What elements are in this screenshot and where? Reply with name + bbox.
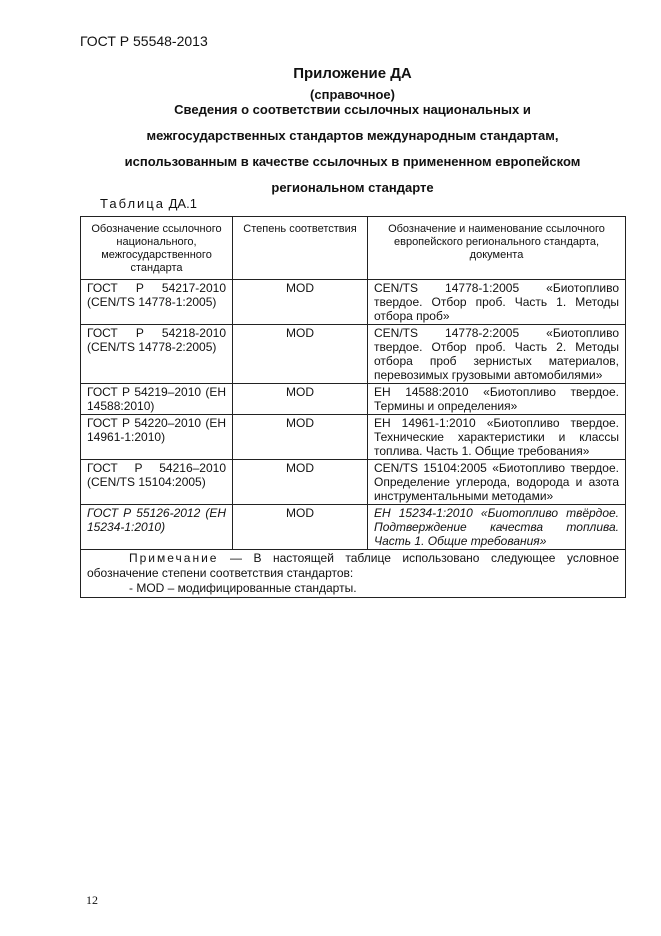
row-code: ГОСТ Р 54217-2010 (CEN/TS 14778-1:2005) — [81, 280, 233, 325]
row-code: ГОСТ Р 54219–2010 (ЕН 14588:2010) — [81, 384, 233, 415]
row-document: ЕН 14961-1:2010 «Биотопливо твердое. Технические характеристики и классы топлива. Часть 1. Общие требования» — [368, 415, 626, 460]
table-row — [81, 280, 626, 325]
row-degree: MOD — [233, 280, 368, 325]
note-label: Примечание — [129, 551, 219, 565]
table-note-row — [81, 550, 626, 598]
row-document: CEN/TS 15104:2005 «Биотопливо твердое. Определение углерода, водорода и азота инструментальными методами» — [368, 460, 626, 505]
correspondence-table — [80, 216, 626, 598]
table-row — [81, 505, 626, 550]
heading-line: Сведения о соответствии ссылочных национальных и — [174, 102, 531, 117]
header-european-standard: Обозначение и наименование ссылочного европейского регионального стандарта, документа — [368, 217, 626, 280]
appendix-subtitle: (справочное) — [310, 87, 395, 102]
heading-line: межгосударственных стандартов международным стандартам, — [146, 128, 559, 143]
document-code: ГОСТ Р 55548-2013 — [80, 33, 208, 49]
header-national-standard: Обозначение ссылочного национального, межгосударственного стандарта — [81, 217, 233, 280]
row-code: ГОСТ Р 55126-2012 (ЕН 15234-1:2010) — [81, 505, 233, 550]
appendix-heading — [80, 97, 625, 201]
row-degree: MOD — [233, 384, 368, 415]
note-paragraph — [87, 551, 619, 581]
row-document: CEN/TS 14778-1:2005 «Биотопливо твердое. Отбор проб. Часть 1. Методы отбора проб» — [368, 280, 626, 325]
row-document: ЕН 14588:2010 «Биотопливо твердое. Термины и определения» — [368, 384, 626, 415]
header-degree: Степень соответствия — [233, 217, 368, 280]
table-note — [81, 550, 626, 598]
row-degree: MOD — [233, 460, 368, 505]
row-degree: MOD — [233, 505, 368, 550]
row-document: ЕН 15234-1:2010 «Биотопливо твёрдое. Подтверждение качества топлива. Часть 1. Общие требования» — [368, 505, 626, 550]
heading-line: использованным в качестве ссылочных в примененном европейском — [124, 154, 581, 169]
table-label-number: ДА.1 — [168, 196, 197, 211]
table-label-prefix: Таблица — [100, 196, 165, 211]
row-code: ГОСТ Р 54220–2010 (ЕН 14961-1:2010) — [81, 415, 233, 460]
appendix-title: Приложение ДА — [293, 65, 412, 82]
table-label — [100, 196, 197, 211]
heading-line: региональном стандарте — [271, 180, 434, 195]
row-document: CEN/TS 14778-2:2005 «Биотопливо твердое. Отбор проб. Часть 2. Методы отбора проб зернистых материалов, перевозимых грузовыми автомобилями» — [368, 325, 626, 384]
table-row — [81, 460, 626, 505]
row-degree: MOD — [233, 415, 368, 460]
table-row — [81, 325, 626, 384]
page-number: 12 — [86, 893, 98, 907]
row-code: ГОСТ Р 54216–2010 (CEN/TS 15104:2005) — [81, 460, 233, 505]
row-degree: MOD — [233, 325, 368, 384]
row-code: ГОСТ Р 54218-2010 (CEN/TS 14778-2:2005) — [81, 325, 233, 384]
table-row — [81, 415, 626, 460]
table-row — [81, 384, 626, 415]
note-text: — В настоящей таблице использовано следующее условное обозначение степени соответствия стандартов: — [87, 551, 619, 580]
note-item: - MOD – модифицированные стандарты. — [129, 581, 357, 595]
table-header-row — [81, 217, 626, 280]
